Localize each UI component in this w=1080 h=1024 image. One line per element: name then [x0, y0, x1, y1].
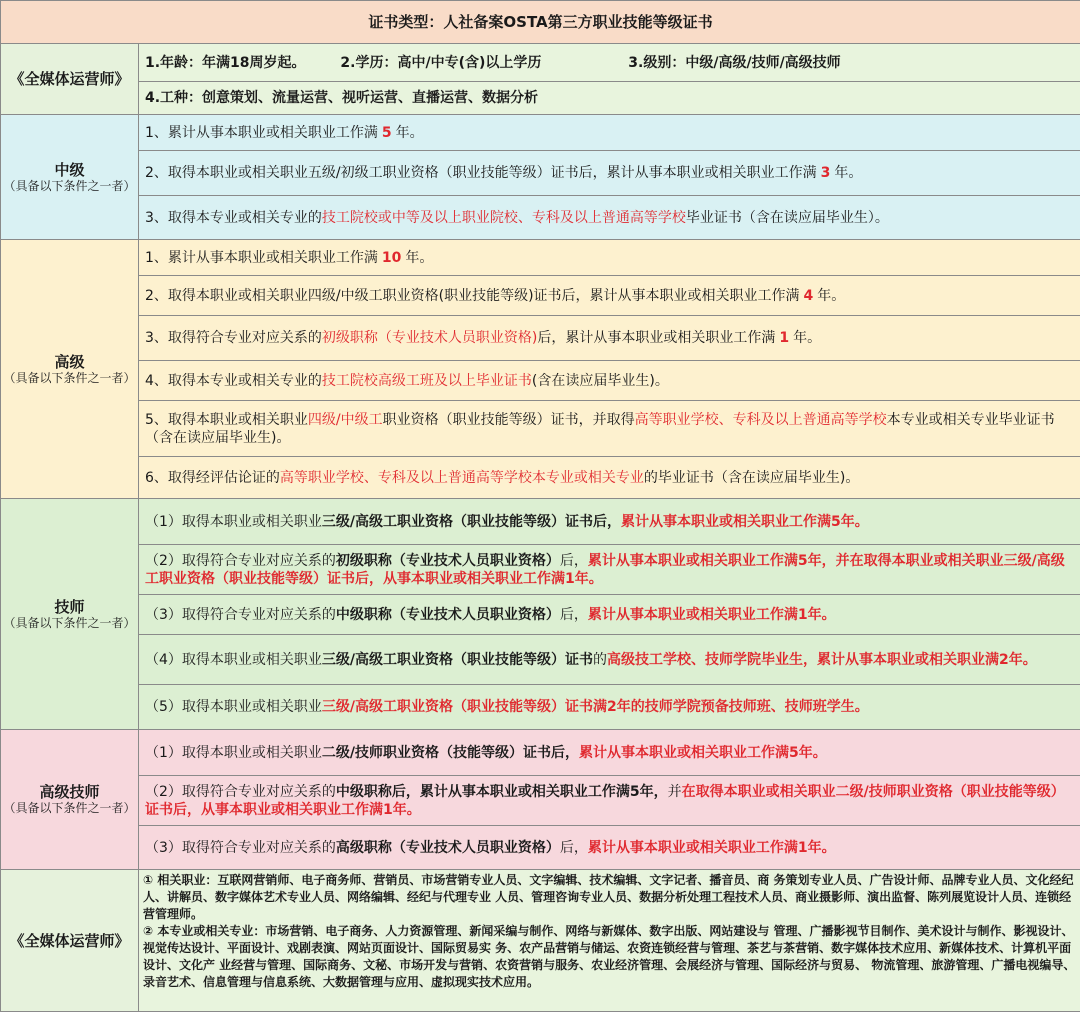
requirement-row: 2、取得本职业或相关职业四级/中级工职业资格(职业技能等级)证书后，累计从事本职业或相关职业工作满 4 年。 [139, 276, 1080, 316]
requirement-row: 3、取得符合专业对应关系的初级职称（专业技术人员职业资格)后，累计从事本职业或相关职业工作满 1 年。 [139, 316, 1080, 361]
requirement-row: 3、取得本专业或相关专业的技工院校或中等及以上职业院校、专科及以上普通高等学校毕业证书（含在读应届毕业生）。 [139, 196, 1080, 240]
level-technician [1, 499, 139, 730]
related-info [139, 870, 1080, 1012]
requirement-row: 1、累计从事本职业或相关职业工作满 10 年。 [139, 240, 1080, 276]
header-line-1 [139, 44, 1080, 82]
level-list: 3.级别：中级/高级/技师/高级技师 [628, 54, 841, 71]
level-name: 技师 [54, 597, 85, 616]
requirement-row: 6、取得经评估论证的高等职业学校、专科及以上普通高等学校本专业或相关专业的毕业证书（含在读应届毕业生)。 [139, 457, 1080, 499]
level-name: 中级 [54, 160, 85, 179]
requirement-row: （2）取得符合专业对应关系的中级职称后，累计从事本职业或相关职业工作满5年，并在取得本职业或相关职业二级/技师职业资格（职业技能等级）证书后，从事本职业或相关职业工作满1年。 [139, 776, 1080, 826]
requirement-row: （5）取得本职业或相关职业三级/高级工职业资格（职业技能等级）证书满2年的技师学院预备技师班、技师班学生。 [139, 685, 1080, 730]
footer-job-label: 《全媒体运营师》 [1, 870, 139, 1012]
requirement-row: 5、取得本职业或相关职业四级/中级工职业资格（职业技能等级）证书，并取得高等职业学校、专科及以上普通高等学校本专业或相关专业毕业证书（含在读应届毕业生)。 [139, 401, 1080, 457]
level-name: 高级技师 [39, 783, 100, 801]
header-job-label: 《全媒体运营师》 [1, 44, 139, 115]
requirement-row: （3）取得符合专业对应关系的中级职称（专业技术人员职业资格）后，累计从事本职业或相关职业工作满1年。 [139, 595, 1080, 635]
header-line-2: 4.工种：创意策划、流量运营、视听运营、直播运营、数据分析 [139, 82, 1080, 115]
requirement-row: （4）取得本职业或相关职业三级/高级工职业资格（职业技能等级）证书的高级技工学校、技师学院毕业生，累计从事本职业或相关职业满2年。 [139, 635, 1080, 685]
requirement-row: 1、累计从事本职业或相关职业工作满 5 年。 [139, 115, 1080, 151]
level-condition-note: （具备以下条件之一者） [3, 178, 136, 193]
level-advanced [1, 240, 139, 499]
requirement-row: 4、取得本专业或相关专业的技工院校高级工班及以上毕业证书(含在读应届毕业生)。 [139, 361, 1080, 401]
level-intermediate [1, 115, 139, 240]
level-condition-note: （具备以下条件之一者） [3, 370, 136, 385]
requirement-row: （2）取得符合专业对应关系的初级职称（专业技术人员职业资格）后，累计从事本职业或相关职业工作满5年，并在取得本职业或相关职业三级/高级工职业资格（职业技能等级）证书后，从事本职业或相关职业工作满1年。 [139, 545, 1080, 595]
level-condition-note: （具备以下条件之一者） [3, 615, 136, 630]
requirement-row: 2、取得本职业或相关职业五级/初级工职业资格（职业技能等级）证书后，累计从事本职业或相关职业工作满 3 年。 [139, 151, 1080, 196]
level-condition-note: （具备以下条件之一者） [3, 801, 136, 815]
table-title: 证书类型：人社备案OSTA第三方职业技能等级证书 [1, 1, 1080, 44]
requirement-row: （1）取得本职业或相关职业三级/高级工职业资格（职业技能等级）证书后，累计从事本职业或相关职业工作满5年。 [139, 499, 1080, 545]
level-senior-technician [1, 730, 139, 870]
education-requirement: 2.学历：高中/中专(含)以上学历 [340, 54, 542, 71]
requirement-row: （3）取得符合专业对应关系的高级职称（专业技术人员职业资格）后，累计从事本职业或相关职业工作满1年。 [139, 826, 1080, 870]
age-requirement: 1.年龄：年满18周岁起。 [145, 54, 306, 71]
requirement-row: （1）取得本职业或相关职业二级/技师职业资格（技能等级）证书后，累计从事本职业或相关职业工作满5年。 [139, 730, 1080, 776]
related-majors: ② 本专业或相关专业：市场营销、电子商务、人力资源管理、新闻采编与制作、网络与新媒体、数字出版、网站建设与 管理、广播影视节目制作、美术设计与制作、影视设计、视觉传达设计、平面设计、戏剧表演、网站页面设计、国际贸易实 务、农产品营销与储运、农资连锁经营与管理、茶艺与茶营销、数字媒体技术应用、新媒体技术、计算机平面设计、文化产 业经营与管理、国际商务、文秘、市场开发与营销、农资营销与服务、农业经济管理、会展经济与管理、国际经济与贸易、 物流管理、旅游管理、广播电视编导、录音艺术、信息管理与信息系统、大数据管理与应用、虚拟现实技术应用。 [143, 924, 1076, 989]
level-name: 高级 [54, 352, 85, 371]
related-occupations: ① 相关职业：互联网营销师、电子商务师、营销员、市场营销专业人员、文字编辑、技术编辑、文字记者、播音员、商 务策划专业人员、广告设计师、品牌专业人员、文化经纪人、讲解员、数字媒体艺术专业人员、网络编辑、经纪与代理专业 人员、管理咨询专业人员、数据分析处理工程技术人员、商业摄影师、演出监督、陈列展览设计人员、连锁经营管理师。 [143, 873, 1074, 921]
